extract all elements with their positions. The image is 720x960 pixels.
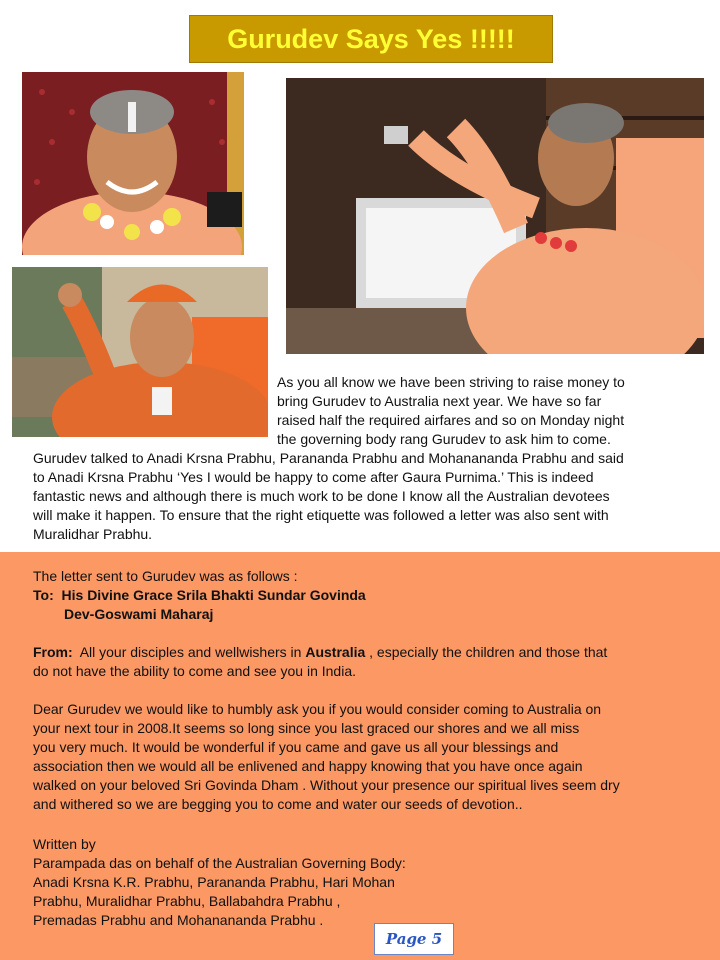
signoff-line: Anadi Krsna K.R. Prabhu, Parananda Prabhu, Hari Mohan xyxy=(33,874,395,890)
to-label: To: xyxy=(33,587,54,603)
page-number-button[interactable] xyxy=(374,923,454,955)
from-text-rest: , especially the children and those that xyxy=(369,644,608,660)
signoff-line: Prabhu, Muralidhar Prabhu, Ballabahdra Prabhu , xyxy=(33,893,341,909)
to-recipient-line2: Dev-Goswami Maharaj xyxy=(64,606,214,622)
intro-line: Gurudev talked to Anadi Krsna Prabhu, Parananda Prabhu and Mohanananda Prabhu and said xyxy=(33,450,624,466)
from-country: Australia xyxy=(305,644,366,660)
intro-line: the governing body rang Gurudev to ask him to come. xyxy=(277,431,611,447)
from-line2: do not have the ability to come and see you in India. xyxy=(33,663,356,679)
signoff-line: Written by xyxy=(33,836,96,852)
letter-body-line: your next tour in 2008.It seems so long since you last graced our shores and we all miss xyxy=(33,720,580,736)
signoff-line: Premadas Prabhu and Mohanananda Prabhu . xyxy=(33,912,324,928)
intro-line: bring Gurudev to Australia next year. We have so far xyxy=(277,393,602,409)
letter-to xyxy=(33,586,366,605)
signoff-line: Parampada das on behalf of the Australian Governing Body: xyxy=(33,855,406,871)
photo-gurudev-raised-fist xyxy=(12,267,268,437)
page-title: Gurudev Says Yes !!!!! xyxy=(227,23,515,54)
page-title-box xyxy=(189,15,553,63)
intro-line: to Anadi Krsna Prabhu ‘Yes I would be happy to come after Gaura Purnima.’ This is indeed xyxy=(33,469,594,485)
letter-from xyxy=(33,643,607,662)
letter-body-line: walked on your beloved Sri Govinda Dham . Without your presence our spiritual lives seem dry xyxy=(33,777,620,793)
intro-line: Muralidhar Prabhu. xyxy=(33,526,153,542)
from-text: All your disciples and wellwishers in xyxy=(79,644,302,660)
to-recipient-line1: His Divine Grace Srila Bhakti Sundar Govinda xyxy=(61,587,366,603)
page-number-label: Page 5 xyxy=(385,930,443,948)
letter-intro: The letter sent to Gurudev was as follows : xyxy=(33,568,298,584)
letter-body-line: Dear Gurudev we would like to humbly ask you if you would consider coming to Australia on xyxy=(33,701,602,717)
intro-line: raised half the required airfares and so on Monday night xyxy=(277,412,625,428)
letter-body-line: and withered so we are begging you to come and water our seeds of devotion.. xyxy=(33,796,523,812)
intro-line: As you all know we have been striving to raise money to xyxy=(277,374,625,390)
intro-line: will make it happen. To ensure that the right etiquette was followed a letter was also sent with xyxy=(33,507,609,523)
letter-body-line: you very much. It would be wonderful if you came and gave us all your blessings and xyxy=(33,739,559,755)
intro-line: fantastic news and although there is much work to be done I know all the Australian devotees xyxy=(33,488,610,504)
photo-gurudev-smiling xyxy=(22,72,244,255)
from-label: From: xyxy=(33,644,73,660)
letter-body-line: association then we would all be enlivened and happy knowing that you have once again xyxy=(33,758,583,774)
photo-gurudev-camera xyxy=(286,78,704,354)
